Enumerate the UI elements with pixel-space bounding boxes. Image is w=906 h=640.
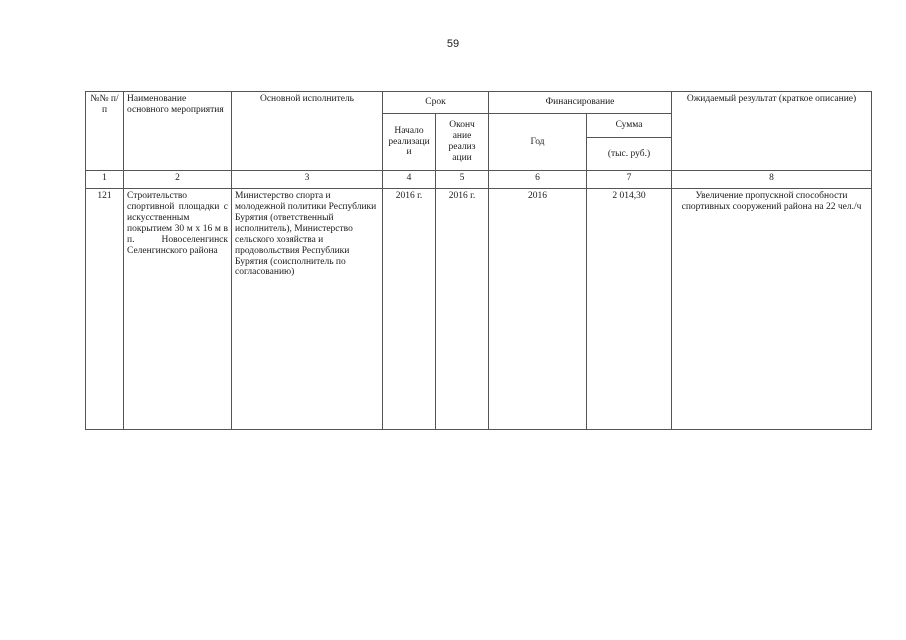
column-number: 2 <box>124 171 232 189</box>
header-sum: Сумма <box>587 114 672 138</box>
header-period: Срок <box>383 92 489 114</box>
column-number: 6 <box>489 171 587 189</box>
column-number: 1 <box>86 171 124 189</box>
row-sum: 2 014,30 <box>587 189 672 430</box>
column-number: 7 <box>587 171 672 189</box>
header-start: Начало реализаци и <box>383 114 436 171</box>
column-number: 4 <box>383 171 436 189</box>
column-number: 5 <box>436 171 489 189</box>
row-name: Строительство спортивной площадки с искусственным покрытием 30 м х 16 м в п. Новоселенгинск Селенгинского района <box>124 189 232 430</box>
header-end: Оконч ание реализ ации <box>436 114 489 171</box>
row-num: 121 <box>86 189 124 430</box>
header-year: Год <box>489 114 587 171</box>
header-sum-unit: (тыс. руб.) <box>587 138 672 171</box>
row-result: Увеличение пропускной способности спортивных сооружений района на 22 чел./ч <box>672 189 872 430</box>
column-number: 3 <box>232 171 383 189</box>
header-executor: Основной исполнитель <box>232 92 383 171</box>
header-financing: Финансирование <box>489 92 672 114</box>
row-executor: Министерство спорта и молодежной политики Республики Бурятия (ответственный исполнитель), Министерство сельского хозяйства и продовольствия Республики Бурятия (соисполнитель по согласованию) <box>232 189 383 430</box>
row-end: 2016 г. <box>436 189 489 430</box>
header-row <box>86 92 872 114</box>
row-year: 2016 <box>489 189 587 430</box>
header-result: Ожидаемый результат (краткое описание) <box>672 92 872 171</box>
column-number-row <box>86 171 872 189</box>
page-number: 59 <box>446 38 460 50</box>
activities-table <box>85 91 872 430</box>
table-row <box>86 189 872 430</box>
header-name: Наименование основного мероприятия <box>124 92 232 171</box>
column-number: 8 <box>672 171 872 189</box>
header-num: №№ п/п <box>86 92 124 171</box>
row-start: 2016 г. <box>383 189 436 430</box>
